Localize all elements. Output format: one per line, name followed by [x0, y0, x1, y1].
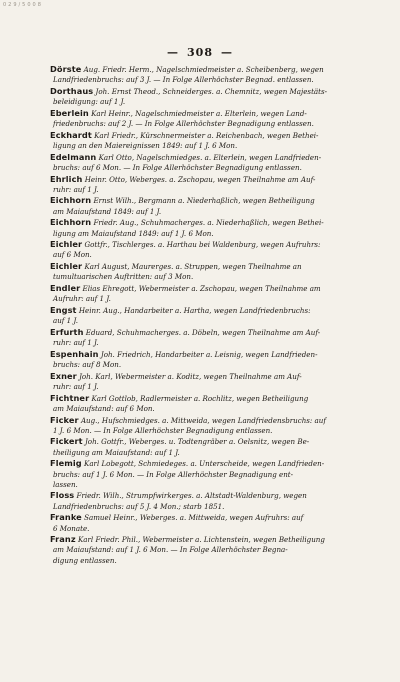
entry-line	[50, 239, 350, 250]
entry-text: ligung am Maiaufstand 1849: auf 1 J. 6 Mon.	[53, 228, 214, 238]
entry-line	[50, 250, 350, 260]
entry-text: tumultuarischen Auftritten: auf 3 Mon.	[53, 272, 194, 282]
list-item	[50, 512, 350, 533]
entry-text: bruchs: auf 8 Mon.	[53, 359, 122, 369]
list-item	[50, 327, 350, 348]
list-item	[50, 458, 350, 490]
entry-line	[50, 272, 350, 282]
entry-line	[50, 470, 350, 480]
entry-text: Elias Ehregott, Webermeister a. Zschopau, wegen Theilnahme am	[82, 284, 321, 294]
entry-surname: Exner	[50, 370, 77, 381]
entry-surname: Eckhardt	[50, 129, 92, 140]
entry-surname: Flemig	[50, 458, 82, 469]
entry-surname: Eichhorn	[50, 217, 92, 228]
entry-text: lassen.	[53, 479, 78, 489]
entry-list	[50, 64, 350, 566]
entry-surname: Ehrlich	[50, 173, 83, 184]
entry-text: Ernst Wilh., Bergmann a. Niederhaßlich, wegen Betheiligung	[93, 196, 315, 206]
entry-line	[50, 393, 350, 404]
entry-line	[50, 108, 350, 119]
entry-text: Aug., Hufschmiedges. a. Mittweida, wegen Landfriedensbruchs: auf	[80, 415, 326, 425]
entry-line	[50, 229, 350, 239]
dash-right: —	[220, 46, 233, 59]
entry-line	[50, 64, 350, 75]
entry-line	[50, 119, 350, 129]
entry-surname: Fickert	[50, 436, 83, 447]
entry-line	[50, 152, 350, 163]
entry-text: 1 J. 6 Mon. — In Folge Allerhöchster Begnadigung entlassen.	[53, 425, 273, 435]
list-item	[50, 490, 350, 511]
entry-line	[50, 338, 350, 348]
entry-line	[50, 97, 350, 107]
entry-text: ligung an den Maiereignissen 1849: auf 1 J. 6 Mon.	[53, 140, 238, 150]
entry-text: Heinr. Aug., Handarbeiter a. Hartha, wegen Landfriedenbruchs:	[78, 305, 311, 315]
entry-surname: Franz	[50, 534, 76, 545]
entry-text: Karl Friedr. Phil., Webermeister a. Lichtenstein, wegen Betheiligung	[78, 535, 325, 545]
entry-text: ruhr: auf 1 J.	[53, 338, 99, 348]
entry-surname: Franke	[50, 512, 82, 523]
entry-line	[50, 75, 350, 85]
entry-line	[50, 141, 350, 151]
entry-line	[50, 327, 350, 338]
entry-line	[50, 502, 350, 512]
entry-line	[50, 174, 350, 185]
list-item	[50, 239, 350, 260]
list-item	[50, 371, 350, 392]
entry-text: Aufruhr: auf 1 J.	[53, 294, 111, 304]
entry-line	[50, 382, 350, 392]
entry-surname: Edelmann	[50, 151, 97, 162]
entry-text: Joh. Karl, Webermeister a. Koditz, wegen Theilnahme am Auf-	[79, 371, 302, 381]
entry-line	[50, 261, 350, 272]
entry-text: Karl Gottlob, Radlermeister a. Rochlitz, wegen Betheiligung	[91, 393, 309, 403]
list-item	[50, 217, 350, 238]
entry-text: Heinr. Otto, Weberges. a. Zschopau, wegen Theilnahme am Auf-	[84, 174, 316, 184]
entry-line	[50, 480, 350, 490]
list-item	[50, 108, 350, 129]
entry-text: Karl Otto, Nagelschmiedges. a. Elterlein, wegen Landfrieden-	[98, 152, 322, 162]
list-item	[50, 393, 350, 414]
entry-text: auf 1 J.	[53, 316, 78, 326]
list-item	[50, 64, 350, 85]
entry-line	[50, 305, 350, 316]
entry-line	[50, 86, 350, 97]
entry-line	[50, 217, 350, 228]
list-item	[50, 534, 350, 566]
entry-surname: Dörste	[50, 64, 82, 74]
entry-text: Friedr. Aug., Schuhmacherges. a. Niederhaßlich, wegen Bethei-	[93, 218, 324, 228]
entry-text: Landfriedenbruchs: auf 3 J. — In Folge Allerhöchster Begnad. entlassen.	[53, 75, 314, 85]
entry-text: Landfriedenbruchs: auf 5 J. 4 Mon.; starb 1851.	[53, 501, 225, 511]
entry-line	[50, 490, 350, 501]
entry-surname: Endler	[50, 283, 81, 294]
entry-text: Karl August, Maurerges. a. Struppen, wegen Theilnahme an	[84, 262, 302, 272]
entry-line	[50, 404, 350, 414]
entry-surname: Eichler	[50, 239, 83, 250]
entry-text: Karl Friedr., Kürschnermeister a. Reichenbach, wegen Bethei-	[94, 130, 319, 140]
entry-surname: Eberlein	[50, 107, 89, 118]
entry-line	[50, 448, 350, 458]
entry-text: beleidigung: auf 1 J.	[53, 97, 126, 107]
entry-text: am Maiaufstand: auf 6 Mon.	[53, 403, 155, 413]
entry-text: theiligung am Maiaufstand: auf 1 J.	[53, 447, 180, 457]
entry-text: bruchs: auf 1 J. 6 Mon. — In Folge Allerhöchster Begnadigung ent-	[53, 469, 294, 479]
dash-left: —	[167, 46, 180, 59]
entry-surname: Espenhain	[50, 348, 99, 359]
entry-text: Aug. Friedr. Herm., Nagelschmiedmeister a. Scheibenberg, wegen	[83, 65, 324, 74]
entry-text: Joh. Ernst Theod., Schneiderges. a. Chemnitz, wegen Majestäts-	[95, 86, 328, 96]
entry-line	[50, 207, 350, 217]
entry-surname: Fichtner	[50, 392, 90, 403]
entry-line	[50, 436, 350, 447]
entry-text: Eduard, Schuhmacherges. a. Döbeln, wegen Theilnahme am Auf-	[85, 327, 321, 337]
entry-text: am Maiaufstand: auf 1 J. 6 Mon. — In Folge Allerhöchster Begna-	[53, 545, 288, 555]
entry-text: Joh. Friedrich, Handarbeiter a. Leisnig, wegen Landfrieden-	[100, 349, 318, 359]
entry-line	[50, 415, 350, 426]
entry-text: Samuel Heinr., Weberges. a. Mittweida, wegen Aufruhrs: auf	[84, 513, 304, 523]
entry-text: bruchs: auf 6 Mon. — In Folge Allerhöchster Begnadigung entlassen.	[53, 162, 302, 172]
entry-line	[50, 545, 350, 555]
entry-surname: Eichler	[50, 261, 83, 272]
entry-text: friedenbruchs: auf 2 J. — In Folge Allerhöchster Begnadigung entlassen.	[53, 119, 314, 129]
page-header	[0, 46, 400, 59]
entry-line	[50, 316, 350, 326]
entry-surname: Dorthaus	[50, 85, 94, 96]
entry-text: Joh. Gottfr., Weberges. u. Todtengräber a. Oelsnitz, wegen Be-	[84, 437, 310, 447]
list-item	[50, 174, 350, 195]
entry-line	[50, 360, 350, 370]
entry-text: Gottfr., Tischlerges. a. Harthau bei Waldenburg, wegen Aufruhrs:	[84, 240, 321, 250]
entry-text: Karl Heinr., Nagelschmiedmeister a. Elterlein, wegen Land-	[91, 108, 307, 118]
entry-text: 6 Monate.	[53, 523, 90, 533]
catalog-mark: 0 2 9 / 5 0 0 8	[3, 2, 42, 8]
entry-line	[50, 556, 350, 566]
entry-text: Friedr. Wilh., Strumpfwirkerges. a. Altstadt-Waldenburg, wegen	[76, 491, 307, 501]
entry-line	[50, 349, 350, 360]
entry-line	[50, 371, 350, 382]
list-item	[50, 261, 350, 282]
list-item	[50, 415, 350, 436]
entry-line	[50, 534, 350, 545]
entry-text: digung entlassen.	[53, 555, 117, 565]
list-item	[50, 195, 350, 216]
entry-line	[50, 283, 350, 294]
entry-line	[50, 426, 350, 436]
entry-text: ruhr: auf 1 J.	[53, 381, 99, 391]
list-item	[50, 152, 350, 173]
entry-surname: Erfurth	[50, 326, 84, 337]
list-item	[50, 349, 350, 370]
entry-text: Karl Lobegott, Schmiedeges. a. Unterscheide, wegen Landfrieden-	[84, 459, 325, 469]
page-number: 308	[187, 46, 213, 59]
entry-text: auf 6 Mon.	[53, 250, 92, 260]
entry-surname: Eichhorn	[50, 195, 92, 206]
entry-text: ruhr: auf 1 J.	[53, 184, 99, 194]
entry-line	[50, 130, 350, 141]
entry-line	[50, 524, 350, 534]
entry-line	[50, 458, 350, 469]
entry-line	[50, 163, 350, 173]
list-item	[50, 436, 350, 457]
list-item	[50, 283, 350, 304]
entry-surname: Ficker	[50, 414, 79, 425]
entry-surname: Floss	[50, 490, 75, 501]
entry-text: am Maiaufstand 1849: auf 1 J.	[53, 206, 162, 216]
list-item	[50, 86, 350, 107]
entry-line	[50, 185, 350, 195]
entry-line	[50, 512, 350, 523]
list-item	[50, 305, 350, 326]
entry-line	[50, 195, 350, 206]
list-item	[50, 130, 350, 151]
entry-surname: Engst	[50, 304, 77, 315]
entry-line	[50, 294, 350, 304]
